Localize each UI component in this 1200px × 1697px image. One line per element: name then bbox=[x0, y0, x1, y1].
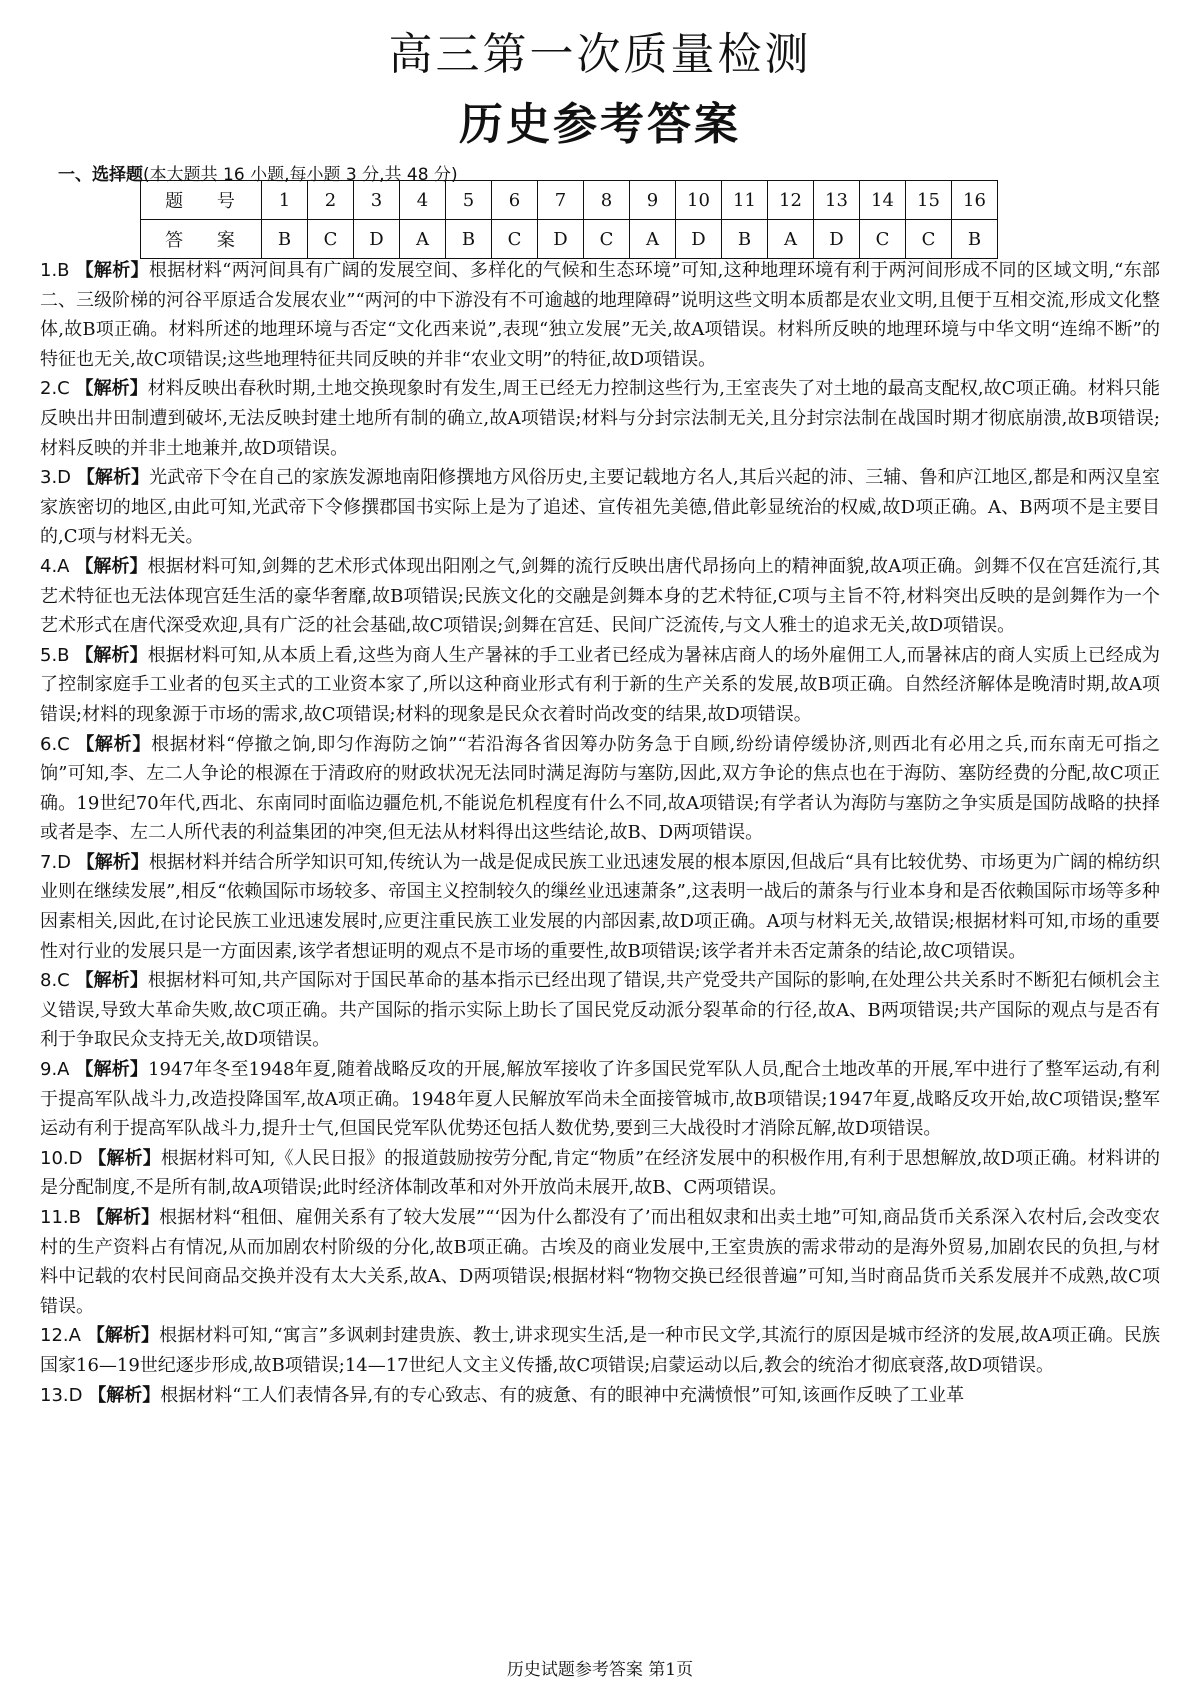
analysis-text: 光武帝下令在自己的家族发源地南阳修撰地方风俗历史,主要记载地方名人,其后兴起的沛、三辅、鲁和庐江地区,都是和两汉皇室家族密切的地区,由此可知,光武帝下令修撰郡国书实际上是为了追述、宣传祖先美德,借此彰显统治的权威,故D项正确。A、B两项不是主要目的,C项与材料无关。 bbox=[40, 467, 1160, 548]
analysis-text: 1947年冬至1948年夏,随着战略反攻的开展,解放军接收了许多国民党军队人员,配合土地改革的开展,军中进行了整军运动,有利于提高军队战斗力,改造投降国军,故A项正确。1948年夏人民解放军尚未全面接管城市,故B项错误;1947年夏,战略反攻开始,故C项错误;整军运动有利于提高军队战斗力,提升士气,但国民党军队优势还包括人数优势,要到三大战役时才消除瓦解,故D项错误。 bbox=[40, 1059, 1160, 1140]
question-number-cell: 2 bbox=[308, 181, 354, 220]
analysis-tag: 【解析】 bbox=[88, 1147, 161, 1169]
answer-row-label: 答 案 bbox=[141, 220, 262, 259]
analysis-tag: 【解析】 bbox=[76, 733, 152, 755]
answer-cell: C bbox=[906, 220, 952, 259]
explanation-item bbox=[40, 1055, 1160, 1144]
explanation-item bbox=[40, 463, 1160, 552]
question-number-cell: 5 bbox=[446, 181, 492, 220]
answer-cell: A bbox=[630, 220, 676, 259]
question-number-cell: 10 bbox=[676, 181, 722, 220]
question-number-cell: 16 bbox=[952, 181, 998, 220]
number-row bbox=[141, 181, 998, 220]
explanation-item bbox=[40, 848, 1160, 966]
analysis-text: 根据材料“租佃、雇佣关系有了较大发展”“‘因为什么都没有了’而出租奴隶和出卖土地”可知,商品货币关系深入农村后,会改变农村的生产资料占有情况,从而加剧农村阶级的分化,故B项正确。古埃及的商业发展中,王室贵族的需求带动的是海外贸易,加剧农民的负担,与材料中记载的农村民间商品交换并没有太大关系,故A、D两项错误;根据材料“物物交换已经很普遍”可知,当时商品货币关系发展并不成熟,故C项错误。 bbox=[40, 1207, 1160, 1317]
analysis-tag: 【解析】 bbox=[86, 1325, 160, 1347]
page-title: 高三第一次质量检测 bbox=[388, 29, 812, 80]
question-answer: 8.C bbox=[40, 970, 70, 992]
answer-cell: C bbox=[860, 220, 906, 259]
question-number-cell: 9 bbox=[630, 181, 676, 220]
question-answer: 6.C bbox=[40, 733, 70, 755]
explanations bbox=[40, 256, 1160, 1410]
explanation-item bbox=[40, 1321, 1160, 1380]
answer-cell: C bbox=[584, 220, 630, 259]
question-number-cell: 12 bbox=[768, 181, 814, 220]
explanation-item bbox=[40, 552, 1160, 641]
explanation-item bbox=[40, 1144, 1160, 1203]
analysis-text: 根据材料“停撤之饷,即匀作海防之饷”“若沿海各省因筹办防务急于自顾,纷纷请停缓协济,则西北有必用之兵,而东南无可指之饷”可知,李、左二人争论的根源在于清政府的财政状况无法同时满足海防与塞防,因此,双方争论的焦点也在于海防、塞防经费的分配,故C项正确。19世纪70年代,西北、东南同时面临边疆危机,不能说危机程度有什么不同,故A项错误;有学者认为海防与塞防之争实质是国防战略的抉择或者是李、左二人所代表的利益集团的冲突,但无法从材料得出这些结论,故B、D两项错误。 bbox=[40, 733, 1160, 844]
explanation-item bbox=[40, 256, 1160, 374]
explanation-item bbox=[40, 374, 1160, 463]
analysis-text: 根据材料可知,“寓言”多讽刺封建贵族、教士,讲求现实生活,是一种市民文学,其流行的原因是城市经济的发展,故A项正确。民族国家16—19世纪逐步形成,故B项错误;14—17世纪人文主义传播,故C项错误;启蒙运动以后,教会的统治才彻底衰落,故D项错误。 bbox=[40, 1325, 1160, 1376]
analysis-tag: 【解析】 bbox=[75, 555, 148, 577]
question-answer: 3.D bbox=[40, 467, 72, 489]
question-answer: 4.A bbox=[40, 555, 70, 577]
analysis-text: 根据材料可知,《人民日报》的报道鼓励按劳分配,肯定“物质”在经济发展中的积极作用,有利于思想解放,故D项正确。材料讲的是分配制度,不是所有制,故A项错误;此时经济体制改革和对外开放尚未展开,故B、C两项错误。 bbox=[40, 1147, 1161, 1199]
question-number-cell: 6 bbox=[492, 181, 538, 220]
question-answer: 12.A bbox=[40, 1325, 81, 1347]
question-answer: 11.B bbox=[40, 1207, 81, 1228]
analysis-text: 根据材料“工人们表情各异,有的专心致志、有的疲惫、有的眼神中充满愤恨”可知,该画作反映了工业革 bbox=[160, 1384, 965, 1406]
page-subtitle: 历史参考答案 bbox=[459, 99, 741, 150]
question-number-cell: 14 bbox=[860, 181, 906, 220]
explanation-item bbox=[40, 1381, 1160, 1411]
analysis-text: 材料反映出春秋时期,土地交换现象时有发生,周王已经无力控制这些行为,王室丧失了对土地的最高支配权,故C项正确。材料只能反映出井田制遭到破坏,无法反映封建土地所有制的确立,故A项错误;材料与分封宗法制无关,且分封宗法制在战国时期才彻底崩溃,故B项错误;材料反映的并非土地兼并,故D项错误。 bbox=[40, 378, 1161, 459]
answer-cell: D bbox=[538, 220, 584, 259]
analysis-tag: 【解析】 bbox=[75, 644, 148, 666]
answer-cell: D bbox=[354, 220, 400, 259]
question-answer: 1.B bbox=[40, 260, 70, 281]
answer-cell: A bbox=[400, 220, 446, 259]
answer-cell: D bbox=[676, 220, 722, 259]
analysis-tag: 【解析】 bbox=[88, 1384, 161, 1406]
number-row-label: 题 号 bbox=[141, 181, 262, 220]
analysis-tag: 【解析】 bbox=[75, 1059, 149, 1081]
question-number-cell: 1 bbox=[262, 181, 308, 220]
page-footer: 历史试题参考答案 第1页 bbox=[506, 1660, 694, 1680]
analysis-tag: 【解析】 bbox=[76, 851, 149, 873]
answer-cell: C bbox=[308, 220, 354, 259]
answer-cell: B bbox=[262, 220, 308, 259]
answer-table bbox=[140, 180, 998, 259]
analysis-tag: 【解析】 bbox=[75, 970, 148, 992]
analysis-tag: 【解析】 bbox=[76, 467, 150, 489]
answer-cell: A bbox=[768, 220, 814, 259]
section-label: 一、选择题 bbox=[58, 165, 143, 185]
question-answer: 2.C bbox=[40, 378, 70, 400]
question-answer: 10.D bbox=[40, 1147, 83, 1169]
analysis-tag: 【解析】 bbox=[75, 260, 149, 281]
explanation-item bbox=[40, 730, 1160, 848]
explanation-item bbox=[40, 966, 1160, 1055]
answer-cell: C bbox=[492, 220, 538, 259]
question-number-cell: 11 bbox=[722, 181, 768, 220]
question-answer: 5.B bbox=[40, 644, 70, 666]
section-note: (本大题共 16 小题,每小题 3 分,共 48 分) bbox=[143, 165, 458, 185]
analysis-tag: 【解析】 bbox=[75, 378, 148, 400]
analysis-text: 根据材料可知,共产国际对于国民革命的基本指示已经出现了错误,共产党受共产国际的影响,在处理公共关系时不断犯右倾机会主义错误,导致大革命失败,故C项正确。共产国际的指示实际上助长了国民党反动派分裂革命的行径,故A、B两项错误;共产国际的观点与是否有利于争取民众支持无关,故D项错误。 bbox=[40, 970, 1160, 1051]
answer-cell: B bbox=[952, 220, 998, 259]
question-answer: 7.D bbox=[40, 851, 72, 873]
question-number-cell: 15 bbox=[906, 181, 952, 220]
question-number-cell: 7 bbox=[538, 181, 584, 220]
analysis-text: 根据材料并结合所学知识可知,传统认为一战是促成民族工业迅速发展的根本原因,但战后“具有比较优势、市场更为广阔的棉纺织业则在继续发展”,相反“依赖国际市场较多、帝国主义控制较久的缫丝业迅速萧条”,这表明一战后的萧条与行业本身和是否依赖国际市场等多种因素相关,因此,在讨论民族工业迅速发展时,应更注重民族工业发展的内部因素,故D项正确。A项与材料无关,故错误;根据材料可知,市场的重要性对行业的发展只是一方面因素,该学者想证明的观点不是市场的重要性,故B项错误;该学者并未否定萧条的结论,故C项错误。 bbox=[40, 851, 1160, 962]
analysis-text: 根据材料可知,剑舞的艺术形式体现出阳刚之气,剑舞的流行反映出唐代昂扬向上的精神面貌,故A项正确。剑舞不仅在宫廷流行,其艺术特征也无法体现宫廷生活的豪华奢靡,故B项错误;民族文化的交融是剑舞本身的艺术特征,C项与主旨不符,材料突出反映的是剑舞作为一个艺术形式在唐代深受欢迎,具有广泛的社会基础,故C项错误;剑舞在宫廷、民间广泛流传,与文人雅士的追求无关,故D项错误。 bbox=[40, 555, 1160, 637]
analysis-text: 根据材料可知,从本质上看,这些为商人生产暑袜的手工业者已经成为暑袜店商人的场外雇佣工人,而暑袜店的商人实质上已经成为了控制家庭手工业者的包买主式的工业资本家了,所以这种商业形式有利于新的生产关系的发展,故B项正确。自然经济解体是晚清时期,故A项错误;材料的现象源于市场的需求,故C项错误;材料的现象是民众衣着时尚改变的结果,故D项错误。 bbox=[40, 644, 1160, 725]
explanation-item bbox=[40, 1203, 1160, 1321]
question-number-cell: 8 bbox=[584, 181, 630, 220]
analysis-text: 根据材料“两河间具有广阔的发展空间、多样化的气候和生态环境”可知,这种地理环境有利于两河间形成不同的区域文明,“东部二、三级阶梯的河谷平原适合发展农业”“两河的中下游没有不可逾越的地理障碍”说明这些文明本质都是农业文明,且便于互相交流,形成文化整体,故B项正确。材料所述的地理环境与否定“文化西来说”,表现“独立发展”无关,故A项错误。材料所反映的地理环境与中华文明“连绵不断”的特征也无关,故C项错误;这些地理特征共同反映的并非“农业文明”的特征,故D项错误。 bbox=[40, 260, 1160, 370]
answer-cell: D bbox=[814, 220, 860, 259]
answer-row bbox=[141, 220, 998, 259]
question-number-cell: 13 bbox=[814, 181, 860, 220]
analysis-tag: 【解析】 bbox=[86, 1207, 160, 1228]
question-number-cell: 3 bbox=[354, 181, 400, 220]
explanation-item bbox=[40, 641, 1160, 730]
question-answer: 9.A bbox=[40, 1059, 70, 1081]
answer-cell: B bbox=[722, 220, 768, 259]
question-number-cell: 4 bbox=[400, 181, 446, 220]
answer-cell: B bbox=[446, 220, 492, 259]
question-answer: 13.D bbox=[40, 1384, 83, 1406]
